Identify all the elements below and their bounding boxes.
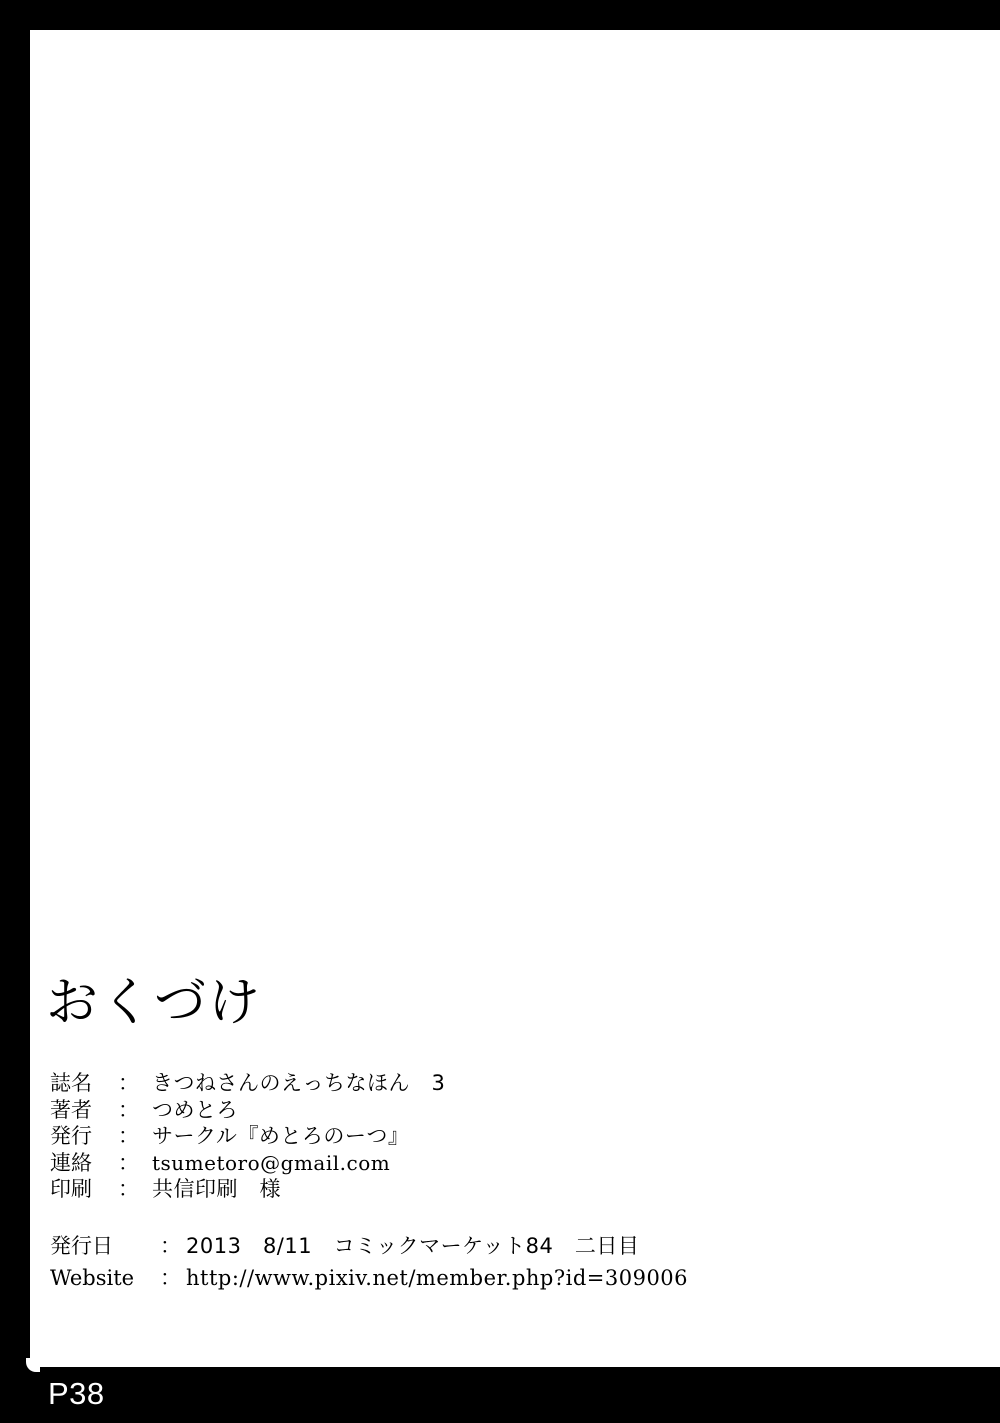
colophon-label-contact: 連絡 (50, 1150, 92, 1175)
footer-row-publication-date (50, 1230, 688, 1262)
colophon-colon-title: ： (118, 1071, 139, 1095)
colophon-colon-publisher: ： (118, 1124, 139, 1148)
top-black-band (0, 0, 1000, 30)
footer-label-publication-date: 発行日 (50, 1234, 113, 1258)
colophon-value-printer: 共信印刷 様 (152, 1177, 281, 1201)
colophon-value-publisher: サークル『めとろのーつ』 (152, 1124, 410, 1148)
colophon-row-title (50, 1070, 445, 1097)
colophon-value-author: つめとろ (152, 1097, 238, 1122)
page-number: P38 (48, 1376, 105, 1411)
left-black-band (0, 0, 30, 1423)
footer-colon-website: ： (160, 1266, 181, 1290)
colophon-label-title: 誌名 (50, 1071, 92, 1095)
colophon-row-author (50, 1097, 445, 1124)
colophon-row-publisher (50, 1123, 445, 1150)
colophon-label-printer: 印刷 (50, 1177, 92, 1201)
footer-value-publication-date: 2013 8/11 コミックマーケット84 二日目 (186, 1234, 640, 1258)
footer-colon-publication-date: ： (160, 1234, 181, 1258)
colophon-value-title: きつねさんのえっちなほん 3 (152, 1071, 446, 1095)
footer-label-website: Website (50, 1266, 135, 1290)
footer-row-website (50, 1262, 688, 1294)
bottom-black-band (0, 1367, 1000, 1423)
colophon-row-printer (50, 1176, 445, 1203)
colophon-info-block (50, 1070, 445, 1203)
colophon-row-contact (50, 1150, 445, 1177)
colophon-colon-printer: ： (118, 1177, 139, 1201)
publication-footer-block (50, 1230, 688, 1294)
page-title: おくづけ (46, 973, 263, 1033)
colophon-label-author: 著者 (50, 1097, 92, 1122)
colophon-value-contact-email: tsumetoro@gmail.com (152, 1150, 391, 1175)
colophon-colon-author: ： (118, 1097, 139, 1122)
colophon-label-publisher: 発行 (50, 1124, 92, 1148)
footer-value-website-url: http://www.pixiv.net/member.php?id=309006 (186, 1266, 689, 1290)
colophon-colon-contact: ： (118, 1150, 139, 1175)
